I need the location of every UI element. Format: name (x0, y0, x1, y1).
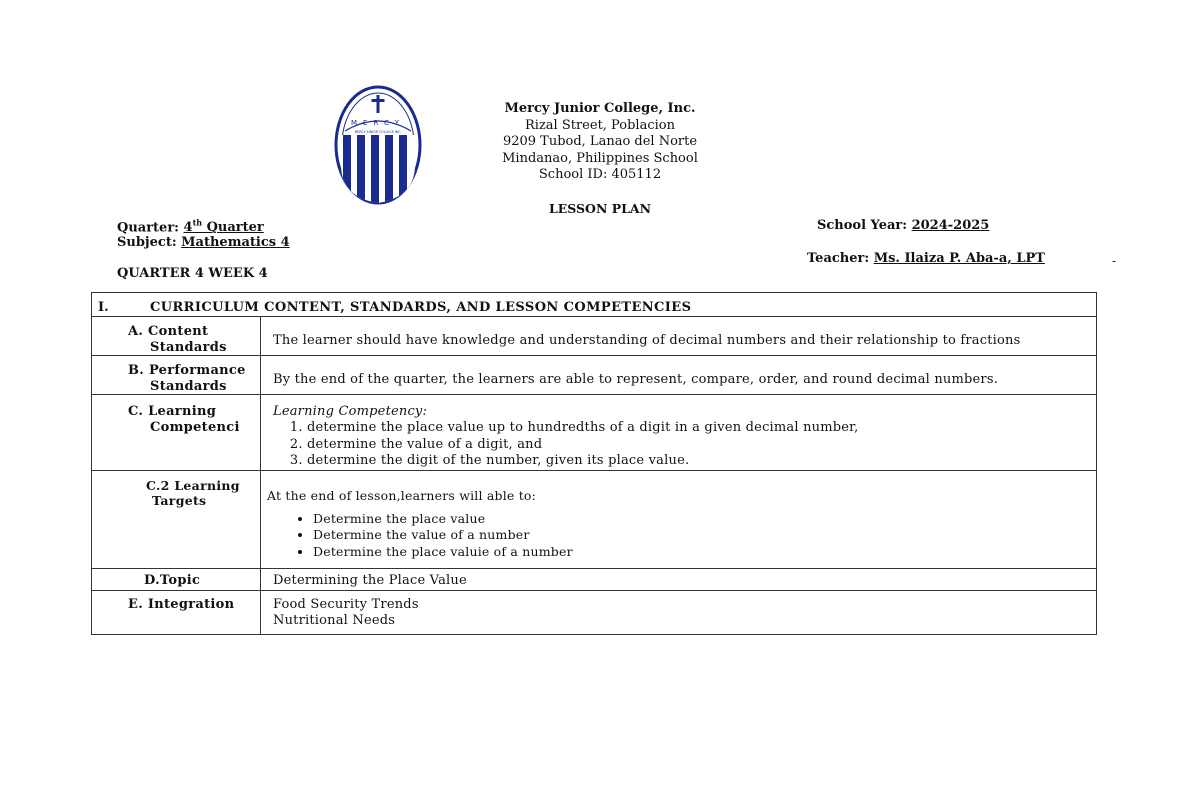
learning-targets-row: C.2 Learning Targets At the end of lesson,learners will able to: • Determine the place value • Determine the value of a number • Determine the place valuie of a number (92, 470, 1097, 568)
learning-targets-label: C.2 Learning (146, 477, 240, 493)
section-header-row (92, 293, 1097, 317)
performance-standards-text: By the end of the quarter, the learners are able to represent, compare, order, and round decimal numbers. (273, 372, 999, 387)
target-item: • Determine the place value (313, 511, 1096, 528)
integration-label: E. Integration (128, 596, 235, 612)
performance-standards-label: B. Performance (128, 363, 246, 378)
section-title: CURRICULUM CONTENT, STANDARDS, AND LESSON COMPETENCIES (150, 300, 692, 315)
topic-text: Determining the Place Value (273, 572, 467, 588)
logo-arc-text: MERCY (350, 119, 406, 127)
target-item: • Determine the value of a number (313, 527, 1096, 544)
content-standards-row: A. Content Standards The learner should have knowledge and understanding of decimal numbers and their relationship to fractions (92, 317, 1097, 356)
topic-row (92, 568, 1097, 590)
learning-competency-label: C. Learning (128, 404, 217, 419)
integration-row (92, 590, 1097, 634)
school-header (470, 101, 730, 184)
week-label: QUARTER 4 WEEK 4 (117, 266, 268, 281)
school-logo (333, 85, 423, 205)
competency-item: 1. determine the place value up to hundredths of a digit in a given decimal number, (307, 420, 1096, 437)
school-id: School ID: 405112 (538, 167, 662, 182)
teacher-label: Teacher: (807, 251, 870, 266)
subject-line (117, 235, 290, 250)
quarter-line (117, 218, 264, 235)
subject-label: Subject: (117, 235, 177, 250)
competency-item: 2. determine the value of a digit, and (307, 437, 1096, 454)
content-standards-text: The learner should have knowledge and understanding of decimal numbers and their relationship to fractions (273, 333, 1021, 348)
document-title: LESSON PLAN (548, 201, 652, 216)
learning-competency-heading: Learning Competency: (273, 404, 428, 419)
lesson-plan-table (91, 292, 1097, 635)
school-year-label: School Year: (817, 218, 908, 233)
school-city: 9209 Tubod, Lanao del Norte (502, 134, 698, 149)
topic-label: D.Topic (144, 572, 201, 588)
performance-standards-row: B. Performance Standards By the end of the quarter, the learners are able to represent, compare, order, and round decimal numbers. (92, 356, 1097, 395)
stray-dash: - (1112, 254, 1117, 268)
targets-list (267, 511, 1096, 561)
competency-item: 3. determine the digit of the number, given its place value. (307, 453, 1096, 470)
learning-targets-intro: At the end of lesson,learners will able to: (267, 487, 537, 503)
school-year-value: 2024-2025 (911, 218, 990, 233)
section-number: I. (98, 300, 109, 315)
school-name: Mercy Junior College, Inc. (504, 101, 696, 116)
subject-value: Mathematics 4 (181, 235, 290, 250)
content-standards-label: A. Content (128, 324, 209, 339)
competency-list (273, 420, 1096, 470)
school-street: Rizal Street, Poblacion (525, 117, 675, 133)
school-region: Mindanao, Philippines School (502, 150, 698, 166)
integration-line-2: Nutritional Needs (273, 612, 396, 628)
learning-competency-row: C. Learning Competenci Learning Competency: 1. determine the place value up to hundredths of a digit in a given decimal number, 2. determine the value of a digit, and 3. determine the digit of the number, given its place value. (92, 395, 1097, 471)
school-year-line (817, 218, 989, 233)
teacher-line (807, 251, 1045, 266)
logo-sub-text: MERCY JUNIOR COLLEGE INC. (354, 130, 402, 134)
target-item: • Determine the place valuie of a number (313, 544, 1096, 561)
teacher-value: Ms. Ilaiza P. Aba-a, LPT (873, 251, 1045, 266)
quarter-label: Quarter: (117, 220, 179, 236)
quarter-value: 4th Quarter (183, 218, 264, 236)
integration-line-1: Food Security Trends (273, 596, 419, 612)
